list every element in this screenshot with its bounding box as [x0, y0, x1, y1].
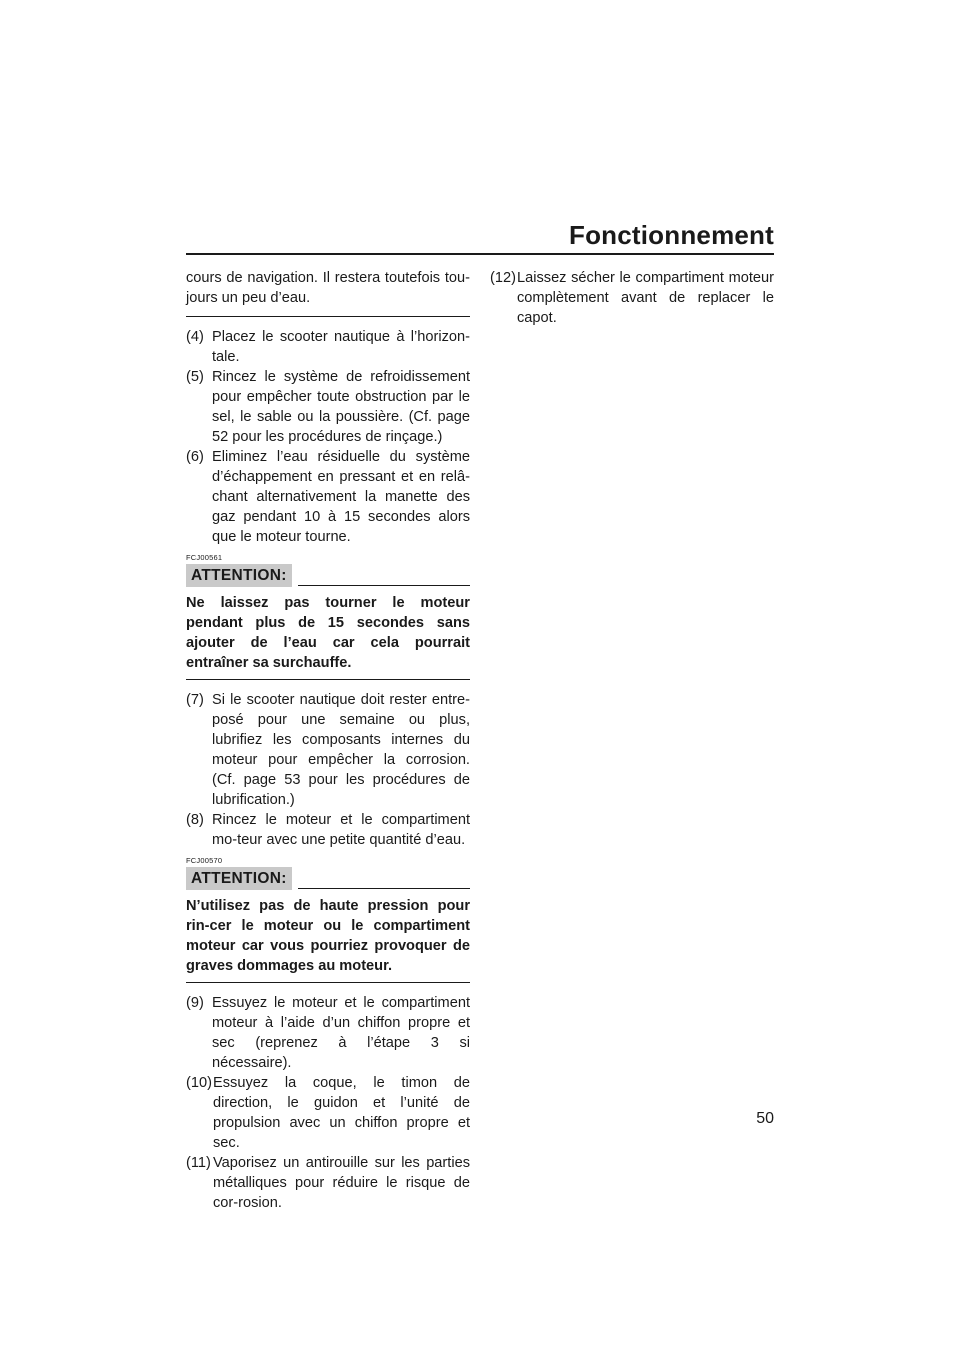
attention-label: ATTENTION: [186, 867, 292, 890]
step-text: Laissez sécher le compartiment moteur complètement avant de replacer le capot. [517, 270, 774, 326]
attention-label: ATTENTION: [186, 564, 292, 587]
attention-box-1 [186, 553, 470, 680]
reference-code: FCJ00570 [186, 856, 223, 865]
step-number: (12) [490, 270, 516, 286]
step-number: (7) [186, 692, 204, 708]
attention-header [186, 564, 470, 587]
step-list [186, 327, 470, 547]
attention-end-rule [186, 982, 470, 983]
reference-code: FCJ00561 [186, 553, 223, 562]
step-number: (8) [186, 812, 204, 828]
step-text: Eliminez l’eau résiduelle du système d’échappement en pressant et en relâ-chant alternativement la manette des gaz pendant 10 à 15 secondes alors que le moteur tourne. [212, 449, 470, 545]
step-item-8 [186, 810, 470, 850]
attention-end-rule [186, 679, 470, 680]
right-column [490, 268, 774, 328]
step-number: (11) [186, 1155, 211, 1171]
section-divider [186, 316, 470, 317]
left-column [186, 268, 470, 1213]
step-text: Rincez le moteur et le compartiment mo-teur avec une petite quantité d’eau. [212, 812, 470, 848]
step-item-6 [186, 447, 470, 547]
page-number: 50 [756, 1110, 774, 1127]
step-item-10 [186, 1073, 470, 1153]
step-text: Vaporisez un antirouille sur les parties métalliques pour réduire le risque de cor-rosion. [213, 1155, 470, 1211]
attention-header [186, 867, 470, 890]
step-list [186, 993, 470, 1213]
step-item-7 [186, 690, 470, 810]
attention-rule [298, 585, 470, 586]
step-item-12 [490, 268, 774, 328]
step-item-9 [186, 993, 470, 1073]
step-number: (9) [186, 995, 204, 1011]
step-text: Essuyez la coque, le timon de direction, le guidon et l’unité de propulsion avec un chiffon propre et sec. [213, 1075, 470, 1151]
step-text: Placez le scooter nautique à l’horizon-tale. [212, 329, 470, 365]
step-text: Essuyez le moteur et le compartiment moteur à l’aide d’un chiffon propre et sec (reprenez à l’étape 3 si nécessaire). [212, 995, 470, 1071]
step-number: (10) [186, 1075, 212, 1091]
intro-paragraph: cours de navigation. Il restera toutefois tou-jours un peu d’eau. [186, 270, 470, 306]
step-number: (5) [186, 369, 204, 385]
attention-text: N’utilisez pas de haute pression pour rin-cer le moteur ou le compartiment moteur car vous pourriez provoquer de graves dommages au moteur. [186, 898, 470, 974]
step-list [186, 690, 470, 850]
step-text: Si le scooter nautique doit rester entre-posé pour une semaine ou plus, lubrifiez les composants internes du moteur pour empêcher la corrosion. (Cf. page 53 pour les procédures de lubrification.) [212, 692, 470, 808]
step-item-11 [186, 1153, 470, 1213]
step-text: Rincez le système de refroidissement pour empêcher toute obstruction par le sel, le sable ou la poussière. (Cf. page 52 pour les procédures de rinçage.) [212, 369, 470, 445]
attention-rule [298, 888, 470, 889]
attention-box-2 [186, 856, 470, 983]
page-title: Fonctionnement [568, 220, 774, 250]
step-item-4 [186, 327, 470, 367]
attention-text: Ne laissez pas tourner le moteur pendant plus de 15 secondes sans ajouter de l’eau car cela pourrait entraîner sa surchauffe. [186, 595, 470, 671]
step-number: (4) [186, 329, 204, 345]
step-item-5 [186, 367, 470, 447]
step-number: (6) [186, 449, 204, 465]
header-rule [186, 253, 774, 255]
